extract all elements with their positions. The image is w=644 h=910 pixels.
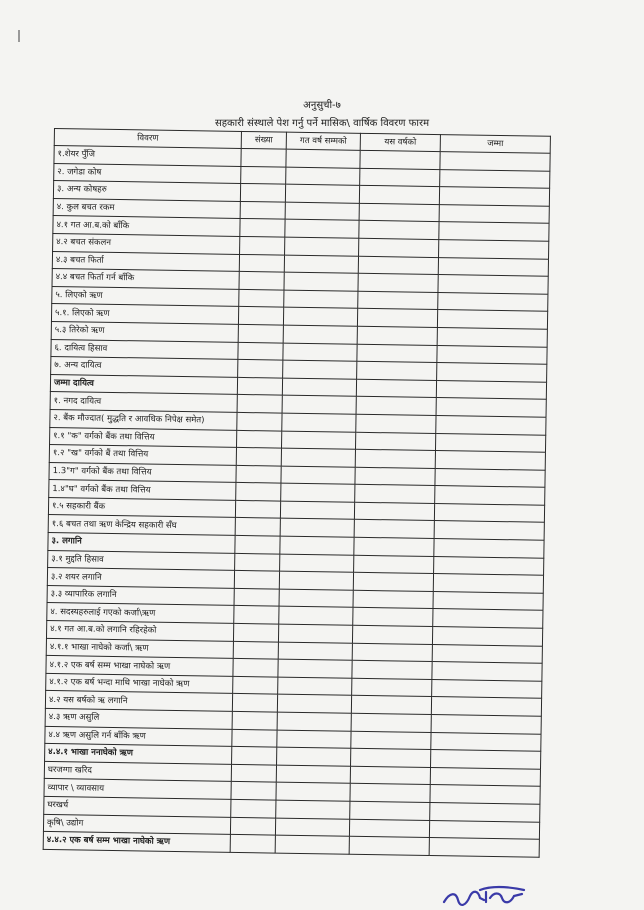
blank-entry-cell[interactable] (354, 537, 434, 556)
blank-entry-cell[interactable] (433, 591, 543, 610)
blank-entry-cell[interactable] (240, 219, 285, 237)
blank-entry-cell[interactable] (432, 627, 542, 646)
column-header: यस वर्षको (360, 133, 440, 151)
row-label: ४.१.२ एक बर्ष भन्दा माथि भाखा नाघेको ऋण (46, 673, 233, 694)
blank-entry-cell[interactable] (235, 500, 280, 518)
blank-entry-cell[interactable] (439, 204, 549, 223)
column-header: विवरण (54, 129, 241, 149)
blank-entry-cell[interactable] (358, 291, 438, 310)
blank-entry-cell[interactable] (353, 608, 433, 627)
blank-entry-cell[interactable] (431, 714, 541, 733)
blank-entry-cell[interactable] (353, 590, 433, 609)
blank-entry-cell[interactable] (237, 412, 282, 430)
blank-entry-cell[interactable] (276, 782, 350, 801)
blank-entry-cell[interactable] (232, 694, 277, 712)
row-label: १.१ "क" वर्गको बैंक तथा वित्तिय (50, 427, 237, 448)
column-header: गत वर्ष सम्मको (286, 132, 360, 150)
blank-entry-cell[interactable] (431, 750, 541, 769)
blank-entry-cell[interactable] (282, 378, 356, 397)
blank-entry-cell[interactable] (238, 307, 283, 325)
blank-entry-cell[interactable] (239, 254, 284, 272)
row-label: १.शेयर पुँजि (54, 146, 241, 167)
blank-entry-cell[interactable] (237, 377, 282, 395)
blank-entry-cell[interactable] (355, 449, 435, 468)
row-label: ३.२ शयर लगानि (47, 568, 234, 589)
blank-entry-cell[interactable] (359, 238, 439, 257)
blank-entry-cell[interactable] (435, 451, 545, 470)
row-label: ४.१.१ भाखा नाघेको कर्जा\ ऋण (46, 638, 233, 659)
blank-entry-cell[interactable] (433, 609, 543, 628)
blank-entry-cell[interactable] (434, 539, 544, 558)
blank-entry-cell[interactable] (278, 677, 352, 696)
column-header: जम्मा (440, 135, 550, 154)
blank-entry-cell[interactable] (430, 802, 540, 821)
blank-entry-cell[interactable] (439, 240, 549, 259)
row-label: ४.४.२ एक बर्ष सम्म भाखा नाघेको ऋण (43, 832, 230, 853)
blank-entry-cell[interactable] (435, 486, 545, 505)
row-label: ४.१.२ एक बर्ष सम्म भाखा नाघेको ऋण (46, 656, 233, 677)
row-label: ३.१ मुद्दति हिसाव (48, 550, 235, 571)
blank-entry-cell[interactable] (238, 324, 283, 342)
blank-entry-cell[interactable] (437, 310, 547, 329)
blank-entry-cell[interactable] (436, 415, 546, 434)
blank-entry-cell[interactable] (234, 588, 279, 606)
blank-entry-cell[interactable] (349, 819, 429, 838)
blank-entry-cell[interactable] (231, 764, 276, 782)
blank-entry-cell[interactable] (276, 765, 350, 784)
blank-entry-cell[interactable] (351, 696, 431, 715)
blank-entry-cell[interactable] (356, 414, 436, 433)
blank-entry-cell[interactable] (237, 430, 282, 448)
blank-entry-cell[interactable] (354, 555, 434, 574)
row-label: ४. कुल बचत रकम (53, 198, 240, 219)
schedule-label: अनुसुची-७ (303, 100, 341, 111)
blank-entry-cell[interactable] (429, 838, 539, 857)
blank-entry-cell[interactable] (430, 785, 540, 804)
blank-entry-cell[interactable] (285, 202, 359, 221)
blank-entry-cell[interactable] (432, 644, 542, 663)
blank-entry-cell[interactable] (230, 817, 275, 835)
blank-entry-cell[interactable] (235, 518, 280, 536)
blank-entry-cell[interactable] (352, 660, 432, 679)
row-label: १.५ सहकारी बैंक (48, 497, 235, 518)
blank-entry-cell[interactable] (241, 148, 286, 166)
blank-entry-cell[interactable] (351, 748, 431, 767)
blank-entry-cell[interactable] (281, 483, 355, 502)
blank-entry-cell[interactable] (235, 553, 280, 571)
blank-entry-cell[interactable] (286, 149, 360, 168)
blank-entry-cell[interactable] (285, 184, 359, 203)
row-label: ४.२ बचत संकलन (53, 233, 240, 254)
blank-entry-cell[interactable] (278, 642, 352, 661)
row-label: ४.२ यस बर्षको ऋ लगानि (45, 691, 232, 712)
blank-entry-cell[interactable] (359, 203, 439, 222)
row-label: ४.४ ऋण असुलि गर्न बाँकि ऋण (45, 726, 232, 747)
blank-entry-cell[interactable] (233, 676, 278, 694)
blank-entry-cell[interactable] (437, 345, 547, 364)
row-label: ५.३ तिरेको ऋण (51, 321, 238, 342)
blank-entry-cell[interactable] (434, 556, 544, 575)
blank-entry-cell[interactable] (440, 169, 550, 188)
blank-entry-cell[interactable] (350, 766, 430, 785)
blank-entry-cell[interactable] (233, 623, 278, 641)
signature-mark (440, 884, 528, 908)
row-label: 1.3"ग" वर्गको बैंक तथा वित्तिय (49, 462, 236, 483)
blank-entry-cell[interactable] (236, 483, 281, 501)
blank-entry-cell[interactable] (236, 447, 281, 465)
blank-entry-cell[interactable] (280, 501, 354, 520)
blank-entry-cell[interactable] (233, 659, 278, 677)
blank-entry-cell[interactable] (357, 344, 437, 363)
blank-entry-cell[interactable] (279, 589, 353, 608)
blank-entry-cell[interactable] (231, 782, 276, 800)
blank-entry-cell[interactable] (277, 730, 351, 749)
blank-entry-cell[interactable] (234, 571, 279, 589)
blank-entry-cell[interactable] (232, 711, 277, 729)
blank-entry-cell[interactable] (286, 167, 360, 186)
row-label: १.६ बचत तथा ऋण केन्द्रिय सहकारी सँघ (48, 515, 235, 536)
blank-entry-cell[interactable] (239, 289, 284, 307)
blank-entry-cell[interactable] (277, 712, 351, 731)
row-label: १. नगद दायित्व (50, 392, 237, 413)
blank-entry-cell[interactable] (280, 536, 354, 555)
blank-entry-cell[interactable] (240, 236, 285, 254)
blank-entry-cell[interactable] (284, 255, 358, 274)
table-body (43, 146, 550, 857)
blank-entry-cell[interactable] (352, 625, 432, 644)
row-label: 1.४"घ" वर्गको बैंक तथा वित्तिय (49, 480, 236, 501)
blank-entry-cell[interactable] (359, 185, 439, 204)
blank-entry-cell[interactable] (436, 398, 546, 417)
blank-entry-cell[interactable] (431, 697, 541, 716)
row-label: ५. लिएको ऋण (52, 286, 239, 307)
blank-entry-cell[interactable] (438, 257, 548, 276)
blank-entry-cell[interactable] (354, 502, 434, 521)
blank-entry-cell[interactable] (285, 237, 359, 256)
row-label: ४.४ बचत फिर्ता गर्न बाँकि (52, 269, 239, 290)
blank-entry-cell[interactable] (352, 678, 432, 697)
row-label: कृषि\ उद्योग (43, 814, 230, 835)
blank-entry-cell[interactable] (439, 222, 549, 241)
blank-entry-cell[interactable] (353, 573, 433, 592)
blank-entry-cell[interactable] (435, 433, 545, 452)
blank-entry-cell[interactable] (350, 801, 430, 820)
blank-entry-cell[interactable] (437, 327, 547, 346)
blank-entry-cell[interactable] (239, 272, 284, 290)
blank-entry-cell[interactable] (232, 729, 277, 747)
row-label: ५.१. लिएको ऋण (51, 304, 238, 325)
row-label: ४.३ ऋण असुलि (45, 708, 232, 729)
row-label: ७. अन्य दायित्व (51, 357, 238, 378)
blank-entry-cell[interactable] (240, 184, 285, 202)
blank-entry-cell[interactable] (232, 747, 277, 765)
row-label: ४. सदस्यहरुलाई गएको कर्जा\ऋण (47, 603, 234, 624)
blank-entry-cell[interactable] (280, 519, 354, 538)
blank-entry-cell[interactable] (437, 363, 547, 382)
blank-entry-cell[interactable] (351, 713, 431, 732)
blank-entry-cell[interactable] (350, 784, 430, 803)
row-label: १.२ "ख" वर्गको बैं तथा वित्तिय (49, 445, 236, 466)
row-label: घरजग्गा खरिद (44, 761, 231, 782)
blank-entry-cell[interactable] (357, 361, 437, 380)
row-label: ३. अन्य कोषहरु (53, 181, 240, 202)
blank-entry-cell[interactable] (237, 395, 282, 413)
blank-entry-cell[interactable] (352, 643, 432, 662)
blank-entry-cell[interactable] (236, 465, 281, 483)
blank-entry-cell[interactable] (234, 606, 279, 624)
row-label: २. बैंक मौज्दात( मुद्धति र आवधिक निपेक्ष समेत) (50, 409, 237, 430)
blank-entry-cell[interactable] (355, 432, 435, 451)
blank-entry-cell[interactable] (240, 201, 285, 219)
blank-entry-cell[interactable] (238, 342, 283, 360)
row-label: ४.१ गत आ.ब.को बाँकि (53, 216, 240, 237)
blank-entry-cell[interactable] (431, 732, 541, 751)
blank-entry-cell[interactable] (438, 292, 548, 311)
blank-entry-cell[interactable] (283, 360, 357, 379)
blank-entry-cell[interactable] (433, 574, 543, 593)
scan-edge-mark (18, 30, 20, 42)
row-label: ३.३ व्यापारिक लगानि (47, 585, 234, 606)
blank-entry-cell[interactable] (278, 624, 352, 643)
blank-entry-cell[interactable] (356, 379, 436, 398)
blank-entry-cell[interactable] (436, 380, 546, 399)
row-label: घरखर्च (44, 796, 231, 817)
blank-entry-cell[interactable] (233, 641, 278, 659)
blank-entry-cell[interactable] (358, 273, 438, 292)
blank-entry-cell[interactable] (285, 220, 359, 239)
report-form-table (43, 128, 551, 857)
blank-entry-cell[interactable] (235, 535, 280, 553)
blank-entry-cell[interactable] (282, 395, 356, 414)
blank-entry-cell[interactable] (281, 431, 355, 450)
blank-entry-cell[interactable] (231, 799, 276, 817)
blank-entry-cell[interactable] (280, 554, 354, 573)
blank-entry-cell[interactable] (284, 290, 358, 309)
blank-entry-cell[interactable] (279, 571, 353, 590)
blank-entry-cell[interactable] (438, 275, 548, 294)
blank-entry-cell[interactable] (241, 166, 286, 184)
row-label: व्यापार \ व्यावसाय (44, 779, 231, 800)
blank-entry-cell[interactable] (432, 679, 542, 698)
blank-entry-cell[interactable] (358, 256, 438, 275)
blank-entry-cell[interactable] (277, 694, 351, 713)
blank-entry-cell[interactable] (281, 448, 355, 467)
blank-entry-cell[interactable] (360, 150, 440, 169)
blank-entry-cell[interactable] (279, 607, 353, 626)
blank-entry-cell[interactable] (283, 307, 357, 326)
blank-entry-cell[interactable] (275, 835, 349, 854)
blank-entry-cell[interactable] (357, 326, 437, 345)
blank-entry-cell[interactable] (430, 767, 540, 786)
blank-entry-cell[interactable] (435, 468, 545, 487)
column-header: संख्या (241, 131, 286, 149)
blank-entry-cell[interactable] (283, 343, 357, 362)
blank-entry-cell[interactable] (357, 309, 437, 328)
blank-entry-cell[interactable] (439, 187, 549, 206)
blank-entry-cell[interactable] (276, 800, 350, 819)
row-label: ४.३ बचत फिर्ता (52, 251, 239, 272)
row-label: ६. दायित्व हिसाव (51, 339, 238, 360)
blank-entry-cell[interactable] (359, 221, 439, 240)
blank-entry-cell[interactable] (429, 820, 539, 839)
blank-entry-cell[interactable] (282, 413, 356, 432)
blank-entry-cell[interactable] (360, 168, 440, 187)
row-label: ४.१ गत आ.ब.को लगानि रहिरहेको (46, 620, 233, 641)
blank-entry-cell[interactable] (432, 662, 542, 681)
blank-entry-cell[interactable] (440, 152, 550, 171)
form-title: सहकारी संस्थाले पेश गर्नु पर्ने मासिक\ वार्षिक विवरण फारम (214, 118, 430, 129)
blank-entry-cell[interactable] (355, 485, 435, 504)
blank-entry-cell[interactable] (354, 520, 434, 539)
blank-entry-cell[interactable] (283, 325, 357, 344)
blank-entry-cell[interactable] (284, 272, 358, 291)
row-label: ४.४.१ भाखा ननाघेको ऋण (45, 744, 232, 765)
blank-entry-cell[interactable] (356, 397, 436, 416)
blank-entry-cell[interactable] (351, 731, 431, 750)
blank-entry-cell[interactable] (434, 521, 544, 540)
blank-entry-cell[interactable] (275, 818, 349, 837)
row-label: जम्मा दायित्व (50, 374, 237, 395)
blank-entry-cell[interactable] (281, 466, 355, 485)
blank-entry-cell[interactable] (230, 835, 275, 853)
row-label: ३. लगानि (48, 533, 235, 554)
blank-entry-cell[interactable] (434, 503, 544, 522)
blank-entry-cell[interactable] (278, 659, 352, 678)
blank-entry-cell[interactable] (277, 747, 351, 766)
blank-entry-cell[interactable] (349, 836, 429, 855)
blank-entry-cell[interactable] (238, 360, 283, 378)
blank-entry-cell[interactable] (355, 467, 435, 486)
row-label: २. जगेडा कोष (54, 163, 241, 184)
